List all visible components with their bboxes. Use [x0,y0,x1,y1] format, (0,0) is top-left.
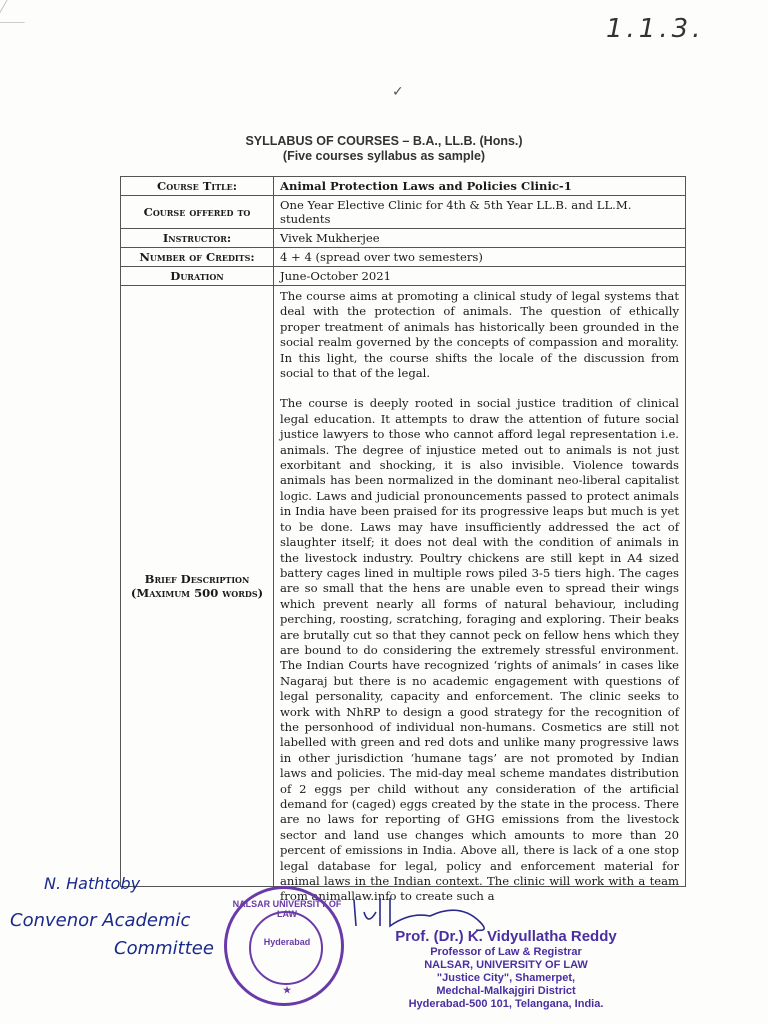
duration-value: June-October 2021 [274,267,686,286]
instructor-label: Instructor: [121,229,274,248]
table-row [121,248,686,267]
page-number-handwritten: 1.1.3. [606,14,705,44]
table-row [121,177,686,196]
registrar-line-4: Medchal-Malkajgiri District [436,985,576,997]
credits-value: 4 + 4 (spread over two semesters) [274,248,686,267]
table-row [121,229,686,248]
corner-mark [0,0,38,23]
table-row [121,286,686,887]
seal-center-text: Hyderabad [263,937,311,947]
university-seal [224,886,344,1006]
registrar-line-5: Hyderabad-500 101, Telangana, India. [408,998,604,1010]
registrar-line-2: NALSAR, UNIVERSITY OF LAW [424,959,588,971]
registrar-line-3: "Justice City", Shamerpet, [436,972,576,984]
description-paragraph-2: The course is deeply rooted in social justice tradition of clinical legal education. It attempts to draw the attention of future social justice lawyers to those who cannot afford legal representation i.e. animals. The degree of injustice meted out to animals is not just exorbitant and shocking, it is also invisible. Violence towards animals has been normalized in the dominant neo-liberal capitalist logic. Laws and judicial pronouncements passed to protect animals in India have been praised for its progressive leaps but much is yet to be done. Laws may have insufficiently addressed the act of slaughter itself; it does not deal with the condition of animals in the livestock industry. Poultry chickens are still kept in A4 sized battery cages lined in multiple rows piled 3-5 tiers high. The cages are so small that the hens are unable even to spread their wings which prevent nearly all forms of natural behaviour, including perching, roosting, scratching, foraging and exploring. Their beaks are brutally cut so that they cannot peck on fellow hens which they are bound to do considering the extremely stressful environment. The Indian Courts have recognized ‘rights of animals’ in cases like Nagaraj but there is no academic engagement with questions of legal personality, capacity and enforcement. The clinic seeks to work with NhRP to design a good strategy for the recognition of the personhood of individual non-humans. Cosmetics are still not labelled with green and red dots and unlike many progressive laws in other jurisdiction ‘humane tags’ are not promoted by Indian laws and policies. The mid-day meal scheme mandates distribution of 2 eggs per child without any consideration of the artificial demand for (caged) eggs created by the state in the process. There are no laws for reporting of GHG emissions from the livestock sector and land use changes which amounts to more than 20 percent of emissions in India. Above all, there is lack of a one stop legal database for legal, policy and enforcement material for animal laws in the Indian context. The clinic will work with a team from animallaw.info to create such a [280,396,679,904]
heading-line-2: (Five courses syllabus as sample) [282,149,486,163]
seal-top-text: NALSAR UNIVERSITY OF LAW [232,899,342,919]
credits-label: Number of Credits: [121,248,274,267]
seal-inner-ring [249,911,323,985]
registrar-name: Prof. (Dr.) K. Vidyullatha Reddy [395,928,617,945]
seal-star-icon: ★ [282,985,292,995]
page-heading [0,134,768,164]
course-title-value: Animal Protection Laws and Policies Clinic-1 [274,177,686,196]
brief-description-cell [274,286,686,904]
handwritten-initials: N. Hathtoby [44,874,141,893]
description-paragraph-1: The course aims at promoting a clinical study of legal systems that deal with the protection of animals. The question of ethically proper treatment of animals has historically been grounded in the social realm governed by the concepts of compassion and morality. In this light, the course shifts the locale of the discussion from social to that of the legal. [280,289,679,381]
table-row [121,267,686,286]
registrar-block [386,928,626,1011]
course-title-label: Course Title: [121,177,274,196]
brief-label-line-1: Brief Description [144,572,250,586]
handwritten-committee: Committee [114,938,214,959]
brief-description-label [121,286,274,887]
heading-line-1: SYLLABUS OF COURSES – B.A., LL.B. (Hons.) [245,134,523,148]
syllabus-table [120,176,686,904]
course-offered-label: Course offered to [121,196,274,229]
instructor-value: Vivek Mukherjee [274,229,686,248]
duration-label: Duration [121,267,274,286]
registrar-line-1: Professor of Law & Registrar [430,946,582,958]
handwritten-convenor: Convenor Academic [10,910,191,931]
course-offered-value: One Year Elective Clinic for 4th & 5th Year LL.B. and LL.M. students [274,196,686,229]
brief-label-line-2: (Maximum 500 words) [130,586,264,600]
tick-mark: ✓ [392,84,404,100]
table-row [121,196,686,229]
